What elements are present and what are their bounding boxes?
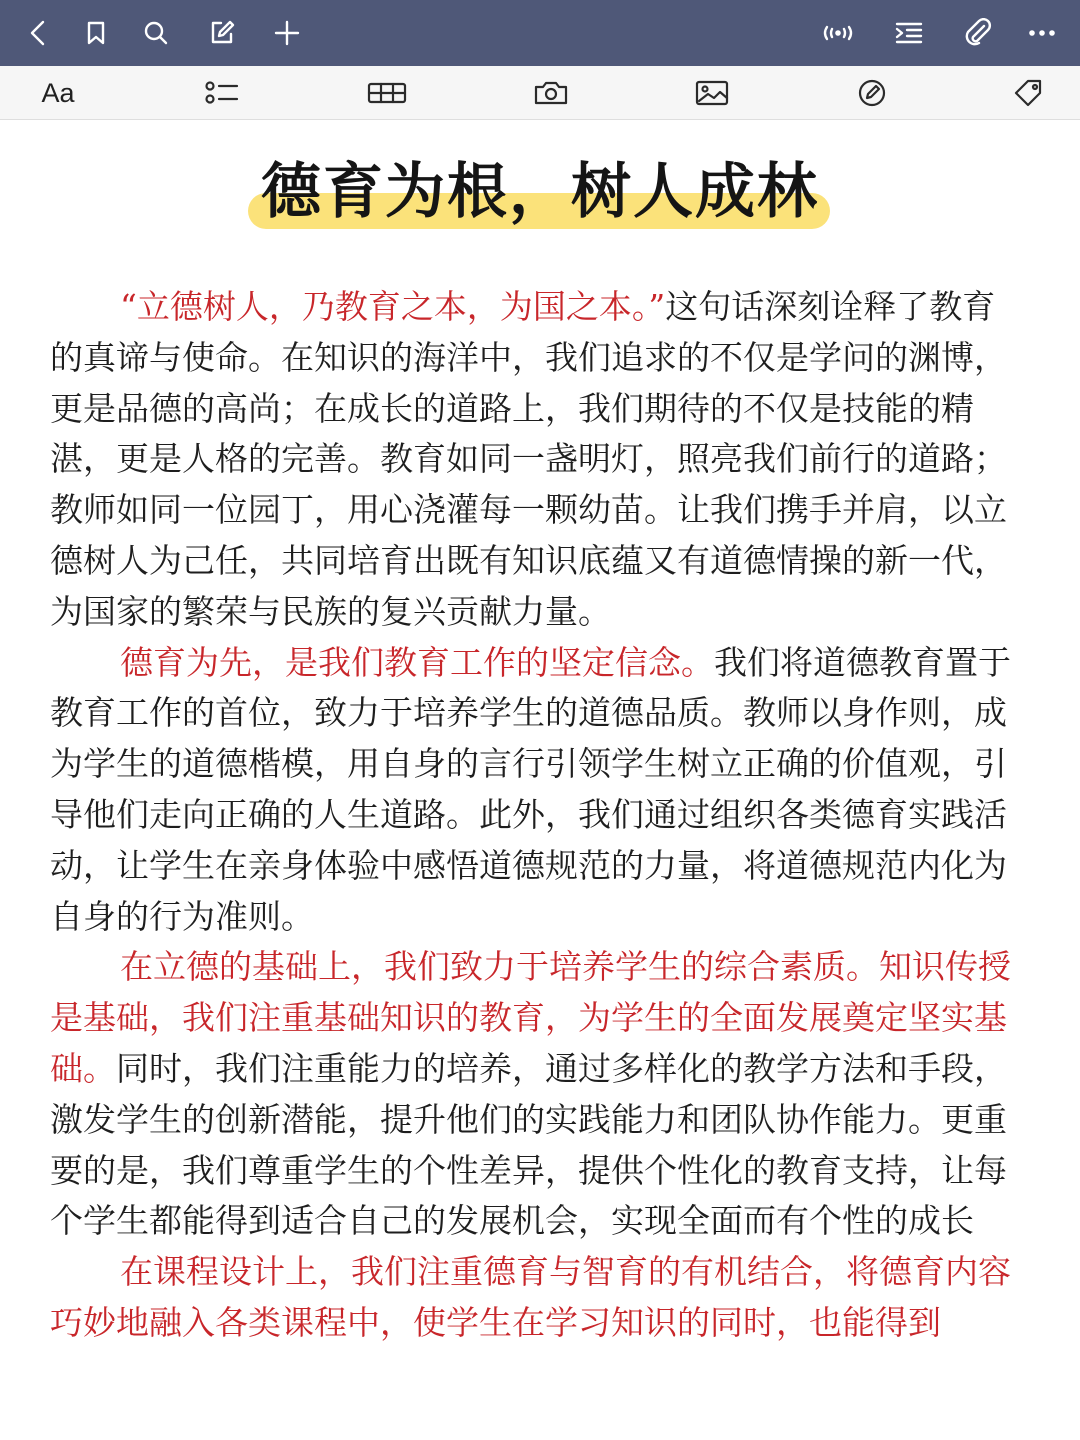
document-body[interactable] <box>50 282 1028 1349</box>
pencil-icon[interactable] <box>852 73 892 113</box>
paragraph-1 <box>50 282 1028 638</box>
edit-icon[interactable] <box>202 13 242 53</box>
list-indent-icon[interactable] <box>889 13 929 53</box>
search-icon[interactable] <box>136 13 176 53</box>
emphasis-text: 在立德的基础上，我们致力于培养学生的综合素质。知识传授是基础，我们注重基础知识的教育，为学生的全面发展奠定坚实基础。 <box>50 947 1011 1088</box>
broadcast-icon[interactable] <box>818 13 858 53</box>
checklist-icon[interactable] <box>202 73 242 113</box>
body-text: 这句话深刻诠释了教育的真谛与使命。在知识的海洋中，我们追求的不仅是学问的渊博，更是品德的高尚；在成长的道路上，我们期待的不仅是技能的精湛，更是人格的完善。教育如同一盏明灯，照亮我们前行的道路；教师如同一位园丁，用心浇灌每一颗幼苗。让我们携手并肩，以立德树人为己任，共同培育出既有知识底蕴又有道德情操的新一代，为国家的繁荣与民族的复兴贡献力量。 <box>50 287 1007 631</box>
format-toolbar <box>0 66 1080 120</box>
image-icon[interactable] <box>692 73 732 113</box>
paragraph-3 <box>50 942 1028 1247</box>
body-text: 同时，我们注重能力的培养，通过多样化的教学方法和手段，激发学生的创新潜能，提升他们的实践能力和团队协作能力。更重要的是，我们尊重学生的个性差异，提供个性化的教育支持，让每个学生都能得到适合自己的发展机会，实现全面而有个性的成长 <box>50 1048 1007 1241</box>
tag-icon[interactable] <box>1008 73 1048 113</box>
top-nav-bar <box>0 0 1080 66</box>
body-text: 我们将道德教育置于教育工作的首位，致力于培养学生的道德品质。教师以身作则，成为学生的道德楷模，用自身的言行引领学生树立正确的价值观，引导他们走向正确的人生道路。此外，我们通过组织各类德育实践活动，让学生在亲身体验中感悟道德规范的力量，将道德规范内化为自身的行为准则。 <box>50 642 1011 936</box>
emphasis-text: 德育为先，是我们教育工作的坚定信念。 <box>120 642 714 682</box>
more-icon[interactable] <box>1022 13 1062 53</box>
emphasis-text: 在课程设计上，我们注重德育与智育的有机结合，将德育内容巧妙地融入各类课程中，使学生在学习知识的同时，也能得到 <box>50 1252 1011 1342</box>
text-format-button[interactable]: Aa <box>41 77 75 108</box>
bookmark-icon[interactable] <box>76 13 116 53</box>
table-icon[interactable] <box>367 73 407 113</box>
paragraph-4 <box>50 1247 1028 1349</box>
title-area <box>0 150 1080 240</box>
add-icon[interactable] <box>267 13 307 53</box>
back-icon[interactable] <box>18 13 58 53</box>
emphasis-text: “立德树人，乃教育之本，为国之本。” <box>120 287 666 326</box>
paragraph-2 <box>50 638 1028 943</box>
camera-icon[interactable] <box>531 73 571 113</box>
page-title: 德育为根，树人成林 <box>261 157 819 227</box>
attach-icon[interactable] <box>957 13 997 53</box>
